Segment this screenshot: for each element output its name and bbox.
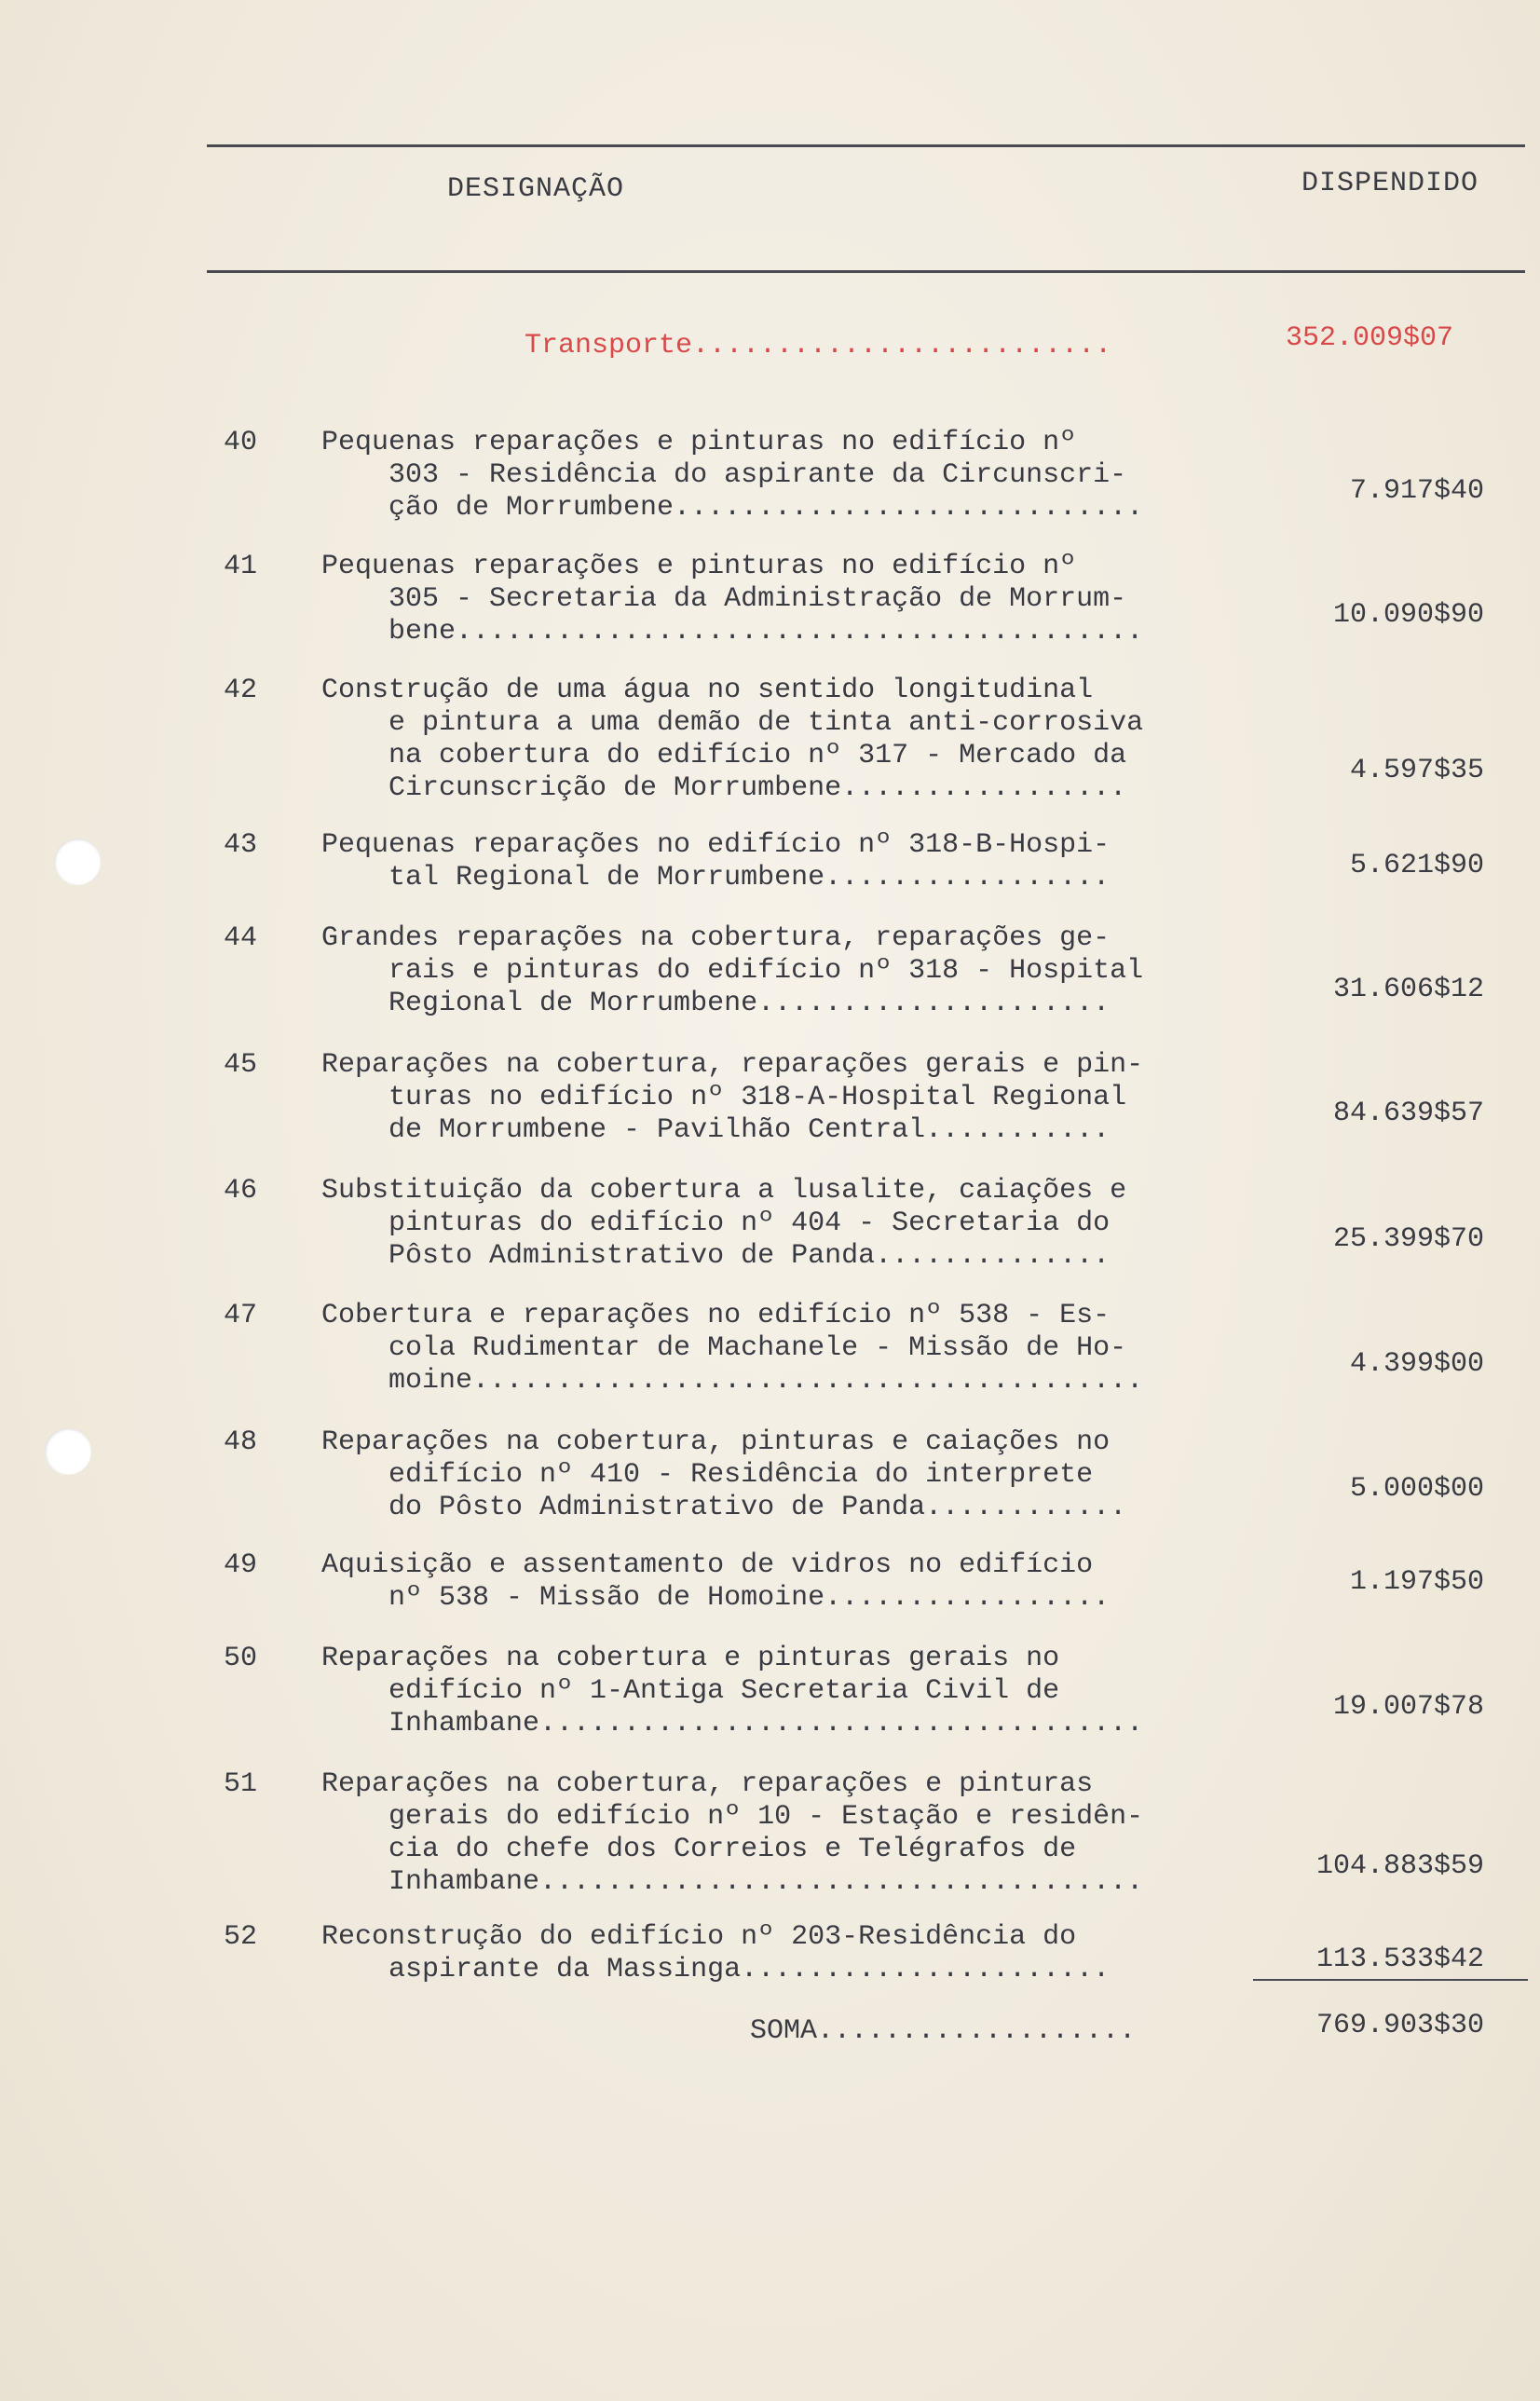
entry-line: Aquisição e assentamento de vidros no edifício — [321, 1549, 1094, 1581]
entry-line: turas no edifício nº 318-A-Hospital Regional — [321, 1082, 1127, 1113]
entry-line: ção de Morrumbene............................ — [321, 492, 1144, 524]
header-designation: DESIGNAÇÃO — [447, 173, 625, 205]
entry-number: 44 — [224, 922, 258, 954]
sum-label: SOMA................... — [750, 2015, 1137, 2047]
entry-line: pinturas do edifício nº 404 - Secretaria do — [321, 1207, 1111, 1239]
entry-line: Reparações na cobertura e pinturas gerais no — [321, 1643, 1060, 1674]
entry-line: Cobertura e reparações no edifício nº 538 - Es- — [321, 1300, 1111, 1331]
entry-amount: 113.533$42 — [1315, 1944, 1484, 1975]
entry-number: 46 — [224, 1175, 258, 1207]
entry-line: Pequenas reparações e pinturas no edifício nº — [321, 551, 1077, 582]
entry-line: Reparações na cobertura, reparações e pinturas — [321, 1768, 1094, 1800]
entry-line: rais e pinturas do edifício nº 318 - Hospital — [321, 955, 1144, 987]
entry-description — [321, 1300, 1309, 1398]
entry-amount: 1.197$50 — [1349, 1566, 1484, 1598]
entry-number: 50 — [224, 1643, 258, 1674]
entry-line: Pequenas reparações e pinturas no edifício nº — [321, 427, 1077, 458]
entry-description — [321, 1643, 1309, 1740]
entry-number: 41 — [224, 551, 258, 582]
entry-line: Pequenas reparações no edifício nº 318-B-Hospi- — [321, 829, 1111, 861]
entry-amount: 19.007$78 — [1332, 1691, 1484, 1723]
entry-number: 40 — [224, 427, 258, 458]
entry-line: e pintura a uma demão de tinta anti-corrosiva — [321, 707, 1144, 739]
entry-line: Inhambane.................................... — [321, 1866, 1144, 1898]
entry-amount: 7.917$40 — [1349, 475, 1484, 507]
entry-line: aspirante da Massinga...................... — [321, 1954, 1111, 1985]
entry-line: de Morrumbene - Pavilhão Central........... — [321, 1114, 1111, 1146]
entry-line: Reparações na cobertura, pinturas e caiações no — [321, 1426, 1111, 1458]
entry-line: edifício nº 1-Antiga Secretaria Civil de — [321, 1675, 1060, 1707]
entry-line: Reparações na cobertura, reparações gerais e pin- — [321, 1049, 1144, 1081]
entry-number: 49 — [224, 1549, 258, 1581]
sum-amount: 769.903$30 — [1315, 2010, 1484, 2041]
entry-amount: 104.883$59 — [1315, 1850, 1484, 1882]
entry-line: 305 - Secretaria da Administração de Morrum- — [321, 583, 1127, 615]
entry-line: bene......................................... — [321, 616, 1144, 648]
entry-line: nº 538 - Missão de Homoine................. — [321, 1582, 1111, 1614]
header-top-rule — [207, 144, 1525, 147]
entry-description — [321, 675, 1309, 805]
entry-line: cia do chefe dos Correios e Telégrafos de — [321, 1834, 1077, 1865]
entry-description — [321, 1426, 1309, 1524]
entry-line: do Pôsto Administrativo de Panda............ — [321, 1492, 1127, 1523]
entry-line: Circunscrição de Morrumbene................. — [321, 772, 1127, 804]
entry-number: 47 — [224, 1300, 258, 1331]
entry-line: cola Rudimentar de Machanele - Missão de Ho- — [321, 1332, 1127, 1364]
entry-description — [321, 1921, 1309, 1986]
entry-line: Pôsto Administrativo de Panda.............. — [321, 1240, 1111, 1272]
entry-amount: 10.090$90 — [1332, 599, 1484, 631]
entry-amount: 25.399$70 — [1332, 1223, 1484, 1255]
sum-rule — [1253, 1979, 1528, 1981]
entry-number: 48 — [224, 1426, 258, 1458]
header-bottom-rule — [207, 270, 1525, 273]
entry-description — [321, 922, 1309, 1020]
entry-number: 43 — [224, 829, 258, 861]
entry-line: Inhambane.................................... — [321, 1708, 1144, 1739]
entry-line: Construção de uma água no sentido longitudinal — [321, 675, 1094, 706]
entry-amount: 4.597$35 — [1349, 755, 1484, 786]
punch-hole-top — [54, 839, 101, 885]
entry-description — [321, 1049, 1309, 1147]
transport-amount: 352.009$07 — [1286, 322, 1454, 354]
entry-amount: 5.000$00 — [1349, 1473, 1484, 1505]
entry-number: 45 — [224, 1049, 258, 1081]
entry-amount: 31.606$12 — [1332, 974, 1484, 1005]
punch-hole-bottom — [45, 1428, 91, 1475]
entry-description — [321, 829, 1309, 894]
entry-description — [321, 1175, 1309, 1273]
entry-number: 42 — [224, 675, 258, 706]
header-spent: DISPENDIDO — [1302, 168, 1479, 199]
entry-description — [321, 1549, 1309, 1615]
entry-line: gerais do edifício nº 10 - Estação e residên- — [321, 1801, 1144, 1833]
entry-number: 51 — [224, 1768, 258, 1800]
entry-amount: 84.639$57 — [1332, 1098, 1484, 1129]
entry-line: Substituição da cobertura a lusalite, caiações e — [321, 1175, 1127, 1207]
transport-label: Transporte......................... — [525, 330, 1112, 362]
entry-line: 303 - Residência do aspirante da Circunscri- — [321, 459, 1127, 491]
entry-line: tal Regional de Morrumbene................. — [321, 862, 1111, 894]
entry-description — [321, 427, 1309, 525]
entry-line: Grandes reparações na cobertura, reparações ge- — [321, 922, 1111, 954]
entry-line: Regional de Morrumbene..................... — [321, 988, 1111, 1019]
entry-line: na cobertura do edifício nº 317 - Mercado da — [321, 740, 1127, 771]
entry-line: Reconstrução do edifício nº 203-Residência do — [321, 1921, 1077, 1953]
entry-description — [321, 1768, 1309, 1899]
entry-description — [321, 551, 1309, 648]
entry-line: edifício nº 410 - Residência do interprete — [321, 1459, 1094, 1491]
entry-amount: 5.621$90 — [1349, 850, 1484, 881]
entry-number: 52 — [224, 1921, 258, 1953]
entry-line: moine........................................ — [321, 1365, 1144, 1397]
entry-amount: 4.399$00 — [1349, 1348, 1484, 1380]
